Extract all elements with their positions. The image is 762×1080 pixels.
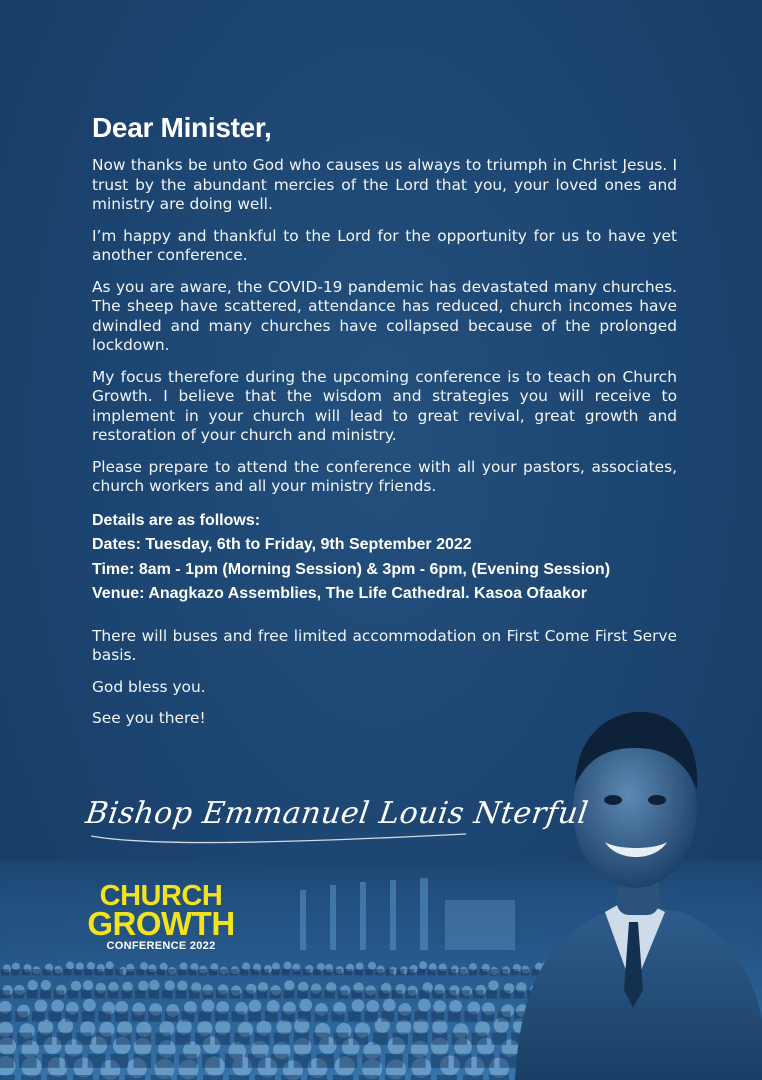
paragraph-greeting: Now thanks be unto God who causes us always to triumph in Christ Jesus. I trust by the abundant mercies of the Lord that you, your loved ones and ministry are doing well. (92, 156, 677, 213)
letter-body (92, 112, 677, 741)
details-time: Time: 8am - 1pm (Morning Session) & 3pm - 6pm, (Evening Session) (92, 560, 611, 578)
logo-line-church: CHURCH (99, 880, 223, 912)
event-details (92, 509, 677, 607)
paragraph-covid: As you are aware, the COVID-19 pandemic has devastated many churches. The sheep have scattered, attendance has reduced, church incomes have dwindled and many churches have collapsed because of the prolonged lockdown. (92, 277, 677, 354)
signature-flourish (86, 832, 471, 868)
paragraph-focus: My focus therefore during the upcoming conference is to teach on Church Growth. I believe that the wisdom and strategies you will receive to implement in your church will lead to great revival, great growth and restoration of your church and ministry. (92, 367, 677, 444)
details-heading: Details are as follows: (92, 511, 261, 529)
closing-blessing: God bless you. (92, 677, 206, 696)
closing-see-you: See you there! (92, 709, 206, 727)
paragraph-invitation: Please prepare to attend the conference with all your pastors, associates, church workers and all your ministry friends. (92, 457, 677, 495)
signature: Bishop Emmanuel Louis Nterful (83, 796, 591, 831)
bishop-portrait (505, 690, 762, 1080)
church-growth-logo (86, 882, 236, 952)
details-venue: Venue: Anagkazo Assemblies, The Life Cathedral. Kasoa Ofaakor (92, 585, 587, 602)
details-dates: Dates: Tuesday, 6th to Friday, 9th September 2022 (92, 536, 472, 553)
paragraph-accommodation: There will buses and free limited accommodation on First Come First Serve basis. (92, 626, 677, 664)
paragraph-thanks: I’m happy and thankful to the Lord for the opportunity for us to have yet another conference. (92, 226, 677, 264)
logo-line-growth: GROWTH (87, 905, 235, 942)
logo-line-conference: CONFERENCE 2022 (106, 940, 216, 952)
salutation: Dear Minister, (92, 112, 272, 143)
